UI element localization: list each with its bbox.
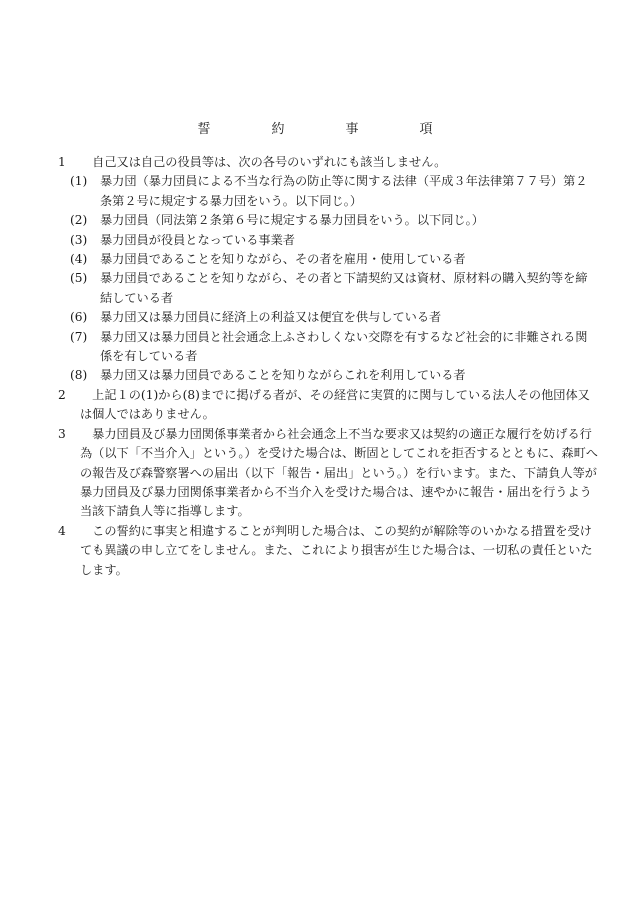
sub-item-number: (5) bbox=[70, 271, 88, 286]
sub-item-4 bbox=[58, 250, 598, 269]
clause-text: 上記１の(1)から(8)までに掲げる者が、その経営に実質的に関与している法人その他団体又は個人ではありません。 bbox=[80, 387, 590, 422]
sub-item-7 bbox=[58, 328, 598, 367]
sub-item-text: 暴力団員であることを知りながら、その者と下請契約又は資材、原材料の購入契約等を締結している者 bbox=[100, 271, 588, 305]
sub-item-6 bbox=[58, 308, 598, 327]
sub-item-text: 暴力団又は暴力団員であることを知りながらこれを利用している者 bbox=[100, 368, 466, 383]
sub-item-text: 暴力団員（同法第２条第６号に規定する暴力団員をいう。以下同じ。） bbox=[100, 213, 484, 228]
sub-item-8 bbox=[58, 366, 598, 385]
sub-item-number: (6) bbox=[70, 310, 88, 325]
clause-text: 自己又は自己の役員等は、次の各号のいずれにも該当しません。 bbox=[80, 155, 447, 169]
clause-text: 暴力団員及び暴力団関係事業者から社会通念上不当な要求又は契約の適正な履行を妨げる行為（以下「不当介入」という。）を受けた場合は、断固としてこれを拒否するとともに、森町への報告及び森警察署への届出（以下「報告・届出」という。）を行います。また、下請負人等が暴力団員及び暴力団関係事業者から不当介入を受けた場合は、速やかに報告・届出を行うよう当該下請負人等に指導します。 bbox=[80, 426, 598, 519]
sub-item-3 bbox=[58, 231, 598, 250]
sub-item-2 bbox=[58, 211, 598, 230]
clause-3 bbox=[58, 425, 598, 522]
clause-number: 3 bbox=[58, 426, 66, 441]
document-title: 誓 約 事 項 bbox=[197, 122, 457, 137]
sub-item-5 bbox=[58, 269, 598, 308]
sub-item-number: (8) bbox=[70, 368, 88, 383]
sub-item-text: 暴力団又は暴力団員と社会通念上ふさわしくない交際を有するなど社会的に非難される関係を有している者 bbox=[100, 329, 588, 364]
sub-item-number: (4) bbox=[70, 252, 88, 267]
clause-1 bbox=[58, 153, 598, 172]
sub-item-text: 暴力団員が役員となっている事業者 bbox=[100, 232, 295, 247]
sub-item-1 bbox=[58, 172, 598, 211]
clause-number: 2 bbox=[58, 387, 66, 402]
sub-item-number: (2) bbox=[70, 213, 88, 228]
sub-item-text: 暴力団（暴力団員による不当な行為の防止等に関する法律（平成３年法律第７７号）第２条第２号に規定する暴力団をいう。以下同じ。） bbox=[100, 174, 588, 208]
document-body bbox=[58, 153, 598, 580]
clause-2 bbox=[58, 386, 598, 425]
sub-item-number: (1) bbox=[70, 174, 88, 189]
sub-item-number: (3) bbox=[70, 232, 88, 247]
sub-item-number: (7) bbox=[70, 329, 88, 344]
clause-number: 4 bbox=[58, 523, 66, 538]
clause-4 bbox=[58, 522, 598, 580]
clause-text: この誓約に事実と相違することが判明した場合は、この契約が解除等のいかなる措置を受けても異議の申し立てをしません。また、これにより損害が生じた場合は、一切私の責任といたします。 bbox=[80, 523, 593, 577]
sub-item-text: 暴力団員であることを知りながら、その者を雇用・使用している者 bbox=[100, 252, 466, 267]
clause-number: 1 bbox=[58, 155, 66, 169]
sub-item-text: 暴力団又は暴力団員に経済上の利益又は便宜を供与している者 bbox=[100, 310, 442, 325]
